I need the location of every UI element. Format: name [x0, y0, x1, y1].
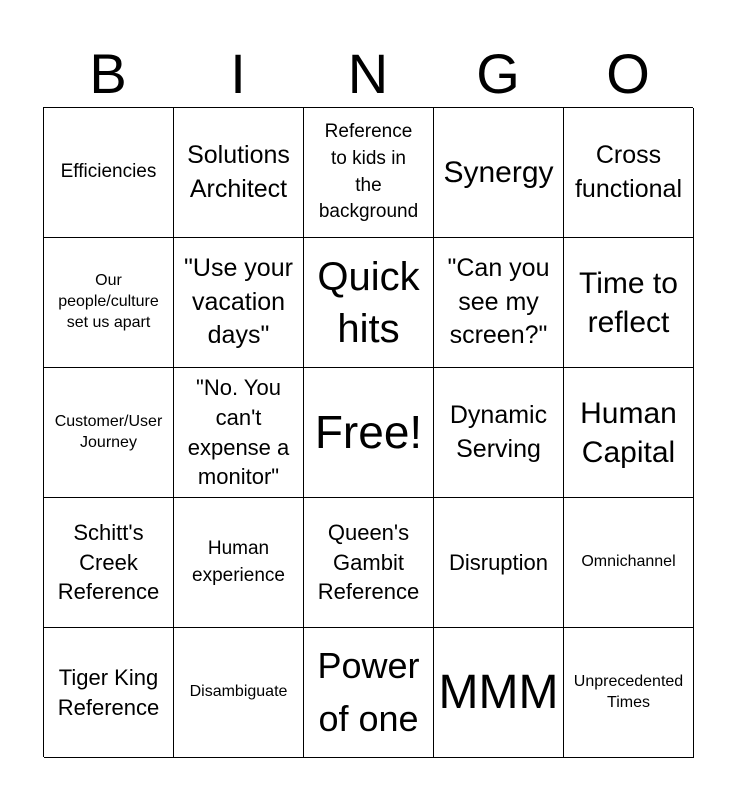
cell-text: Disambiguate [189, 683, 288, 701]
bingo-cell[interactable] [44, 108, 174, 238]
bingo-cell[interactable] [564, 238, 694, 368]
bingo-cell[interactable] [434, 498, 564, 628]
bingo-cell[interactable] [564, 498, 694, 628]
bingo-cell[interactable] [174, 238, 304, 368]
bingo-cell[interactable] [174, 108, 304, 238]
cell-text: Quick hits [317, 254, 420, 351]
cell-text: Disruption [448, 549, 549, 575]
bingo-cell[interactable] [564, 108, 694, 238]
bingo-cell[interactable] [44, 238, 174, 368]
cell-text: Omnichannel [581, 553, 676, 571]
bingo-cell[interactable] [44, 368, 174, 498]
cell-text: Free! [314, 405, 423, 458]
bingo-cell[interactable] [44, 498, 174, 628]
cell-text: Our people/culture set us apart [58, 272, 159, 331]
bingo-cell[interactable] [434, 628, 564, 758]
cell-text: Schitt's Creek Reference [57, 519, 160, 605]
cell-text: Queen's Gambit Reference [317, 519, 420, 605]
bingo-cell[interactable] [434, 238, 564, 368]
cell-text: Power of one [317, 645, 420, 739]
cell-text: Time to reflect [579, 266, 678, 339]
header-letter-b: B [89, 42, 127, 105]
bingo-cell[interactable] [434, 368, 564, 498]
bingo-cell[interactable] [564, 368, 694, 498]
cell-text: Unprecedented Times [573, 672, 684, 711]
cell-text: Reference to kids in the background [318, 121, 419, 223]
header-letter-o: O [606, 42, 650, 105]
cell-text: Efficiencies [60, 161, 157, 183]
bingo-cell[interactable] [304, 498, 434, 628]
cell-text: Solutions Architect [187, 140, 290, 203]
cell-text: Human experience [192, 537, 285, 586]
bingo-cell[interactable] [304, 238, 434, 368]
header-letter-g: G [476, 42, 520, 105]
bingo-cell[interactable] [434, 108, 564, 238]
bingo-cell[interactable] [564, 628, 694, 758]
bingo-cell[interactable] [304, 368, 434, 498]
bingo-board [43, 107, 693, 757]
cell-text: Cross functional [574, 140, 683, 203]
bingo-header [43, 40, 693, 108]
bingo-cell[interactable] [174, 368, 304, 498]
bingo-cell[interactable] [304, 628, 434, 758]
cell-text: Dynamic Serving [449, 400, 548, 463]
bingo-cell[interactable] [174, 498, 304, 628]
cell-text: MMM [438, 665, 559, 719]
cell-text: "Use your vacation days" [184, 253, 293, 350]
cell-text: "No. You can't expense a monitor" [187, 375, 290, 490]
header-letter-n: N [347, 42, 389, 105]
cell-text: "Can you see my screen?" [447, 253, 550, 350]
cell-text: Human Capital [580, 396, 677, 469]
header-letter-i: I [230, 42, 246, 105]
cell-text: Synergy [443, 156, 554, 189]
bingo-cell[interactable] [44, 628, 174, 758]
cell-text: Customer/User Journey [54, 412, 163, 451]
bingo-cell[interactable] [304, 108, 434, 238]
bingo-cell[interactable] [174, 628, 304, 758]
cell-text: Tiger King Reference [57, 664, 160, 720]
